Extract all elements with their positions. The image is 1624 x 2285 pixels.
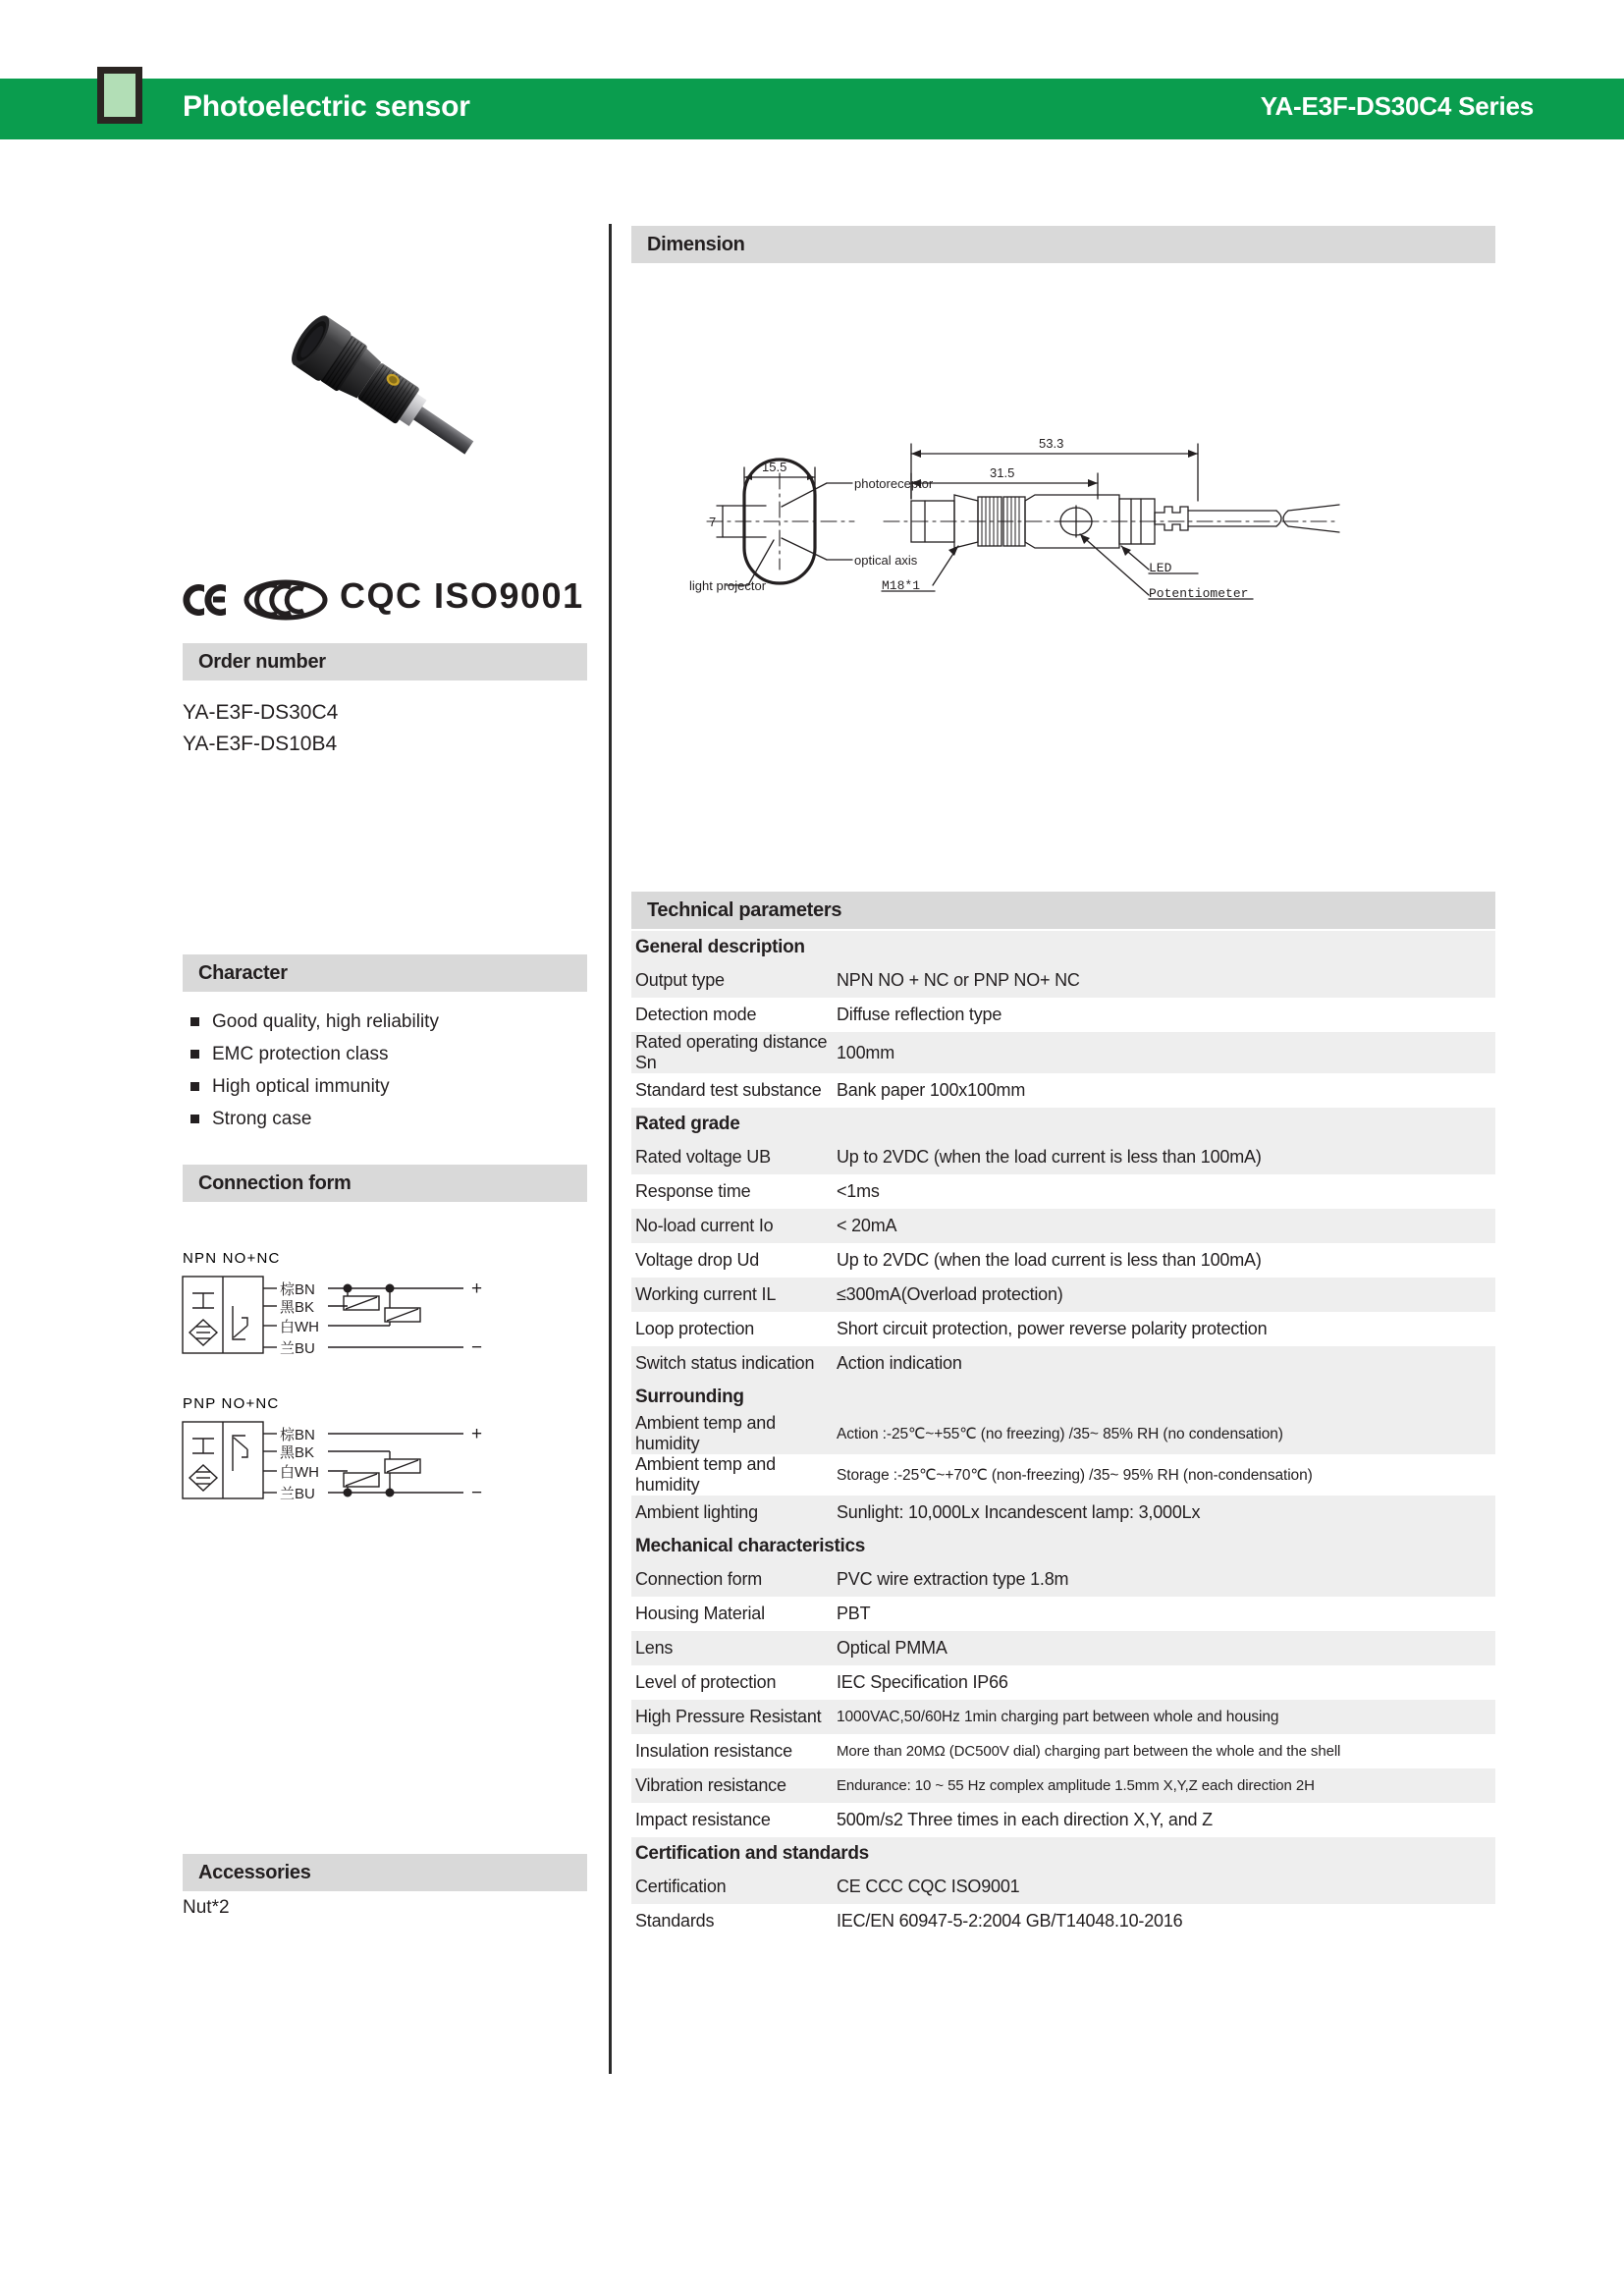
product-photo (250, 285, 496, 481)
table-row (631, 1413, 1495, 1454)
character-list (187, 1006, 439, 1135)
table-row-key: Ambient temp and humidity (635, 1413, 776, 1453)
table-row (631, 998, 1495, 1032)
table-row-value: ≤300mA(Overload protection) (837, 1284, 1063, 1304)
ccc-mark-icon (246, 582, 325, 618)
technical-parameters-table (631, 931, 1495, 1938)
table-row (631, 1140, 1495, 1174)
wire-label-wh: 白WH (280, 1464, 319, 1481)
table-row-value: 500m/s2 Three times in each direction X,Y, and Z (837, 1810, 1213, 1829)
dimension-drawing (687, 422, 1355, 678)
table-row (631, 1073, 1495, 1108)
wire-label-bu: 兰BU (280, 1340, 315, 1357)
table-row (631, 1665, 1495, 1700)
table-section-header (631, 1530, 1495, 1562)
table-row-key: Impact resistance (635, 1810, 771, 1829)
table-row (631, 1631, 1495, 1665)
label-light-projector: light projector (689, 578, 767, 593)
table-row-key: Standards (635, 1911, 715, 1931)
table-row-value: Endurance: 10 ~ 55 Hz complex amplitude 1.5mm X,Y,Z each direction 2H (837, 1777, 1315, 1794)
table-row-key: Detection mode (635, 1005, 757, 1024)
accessories-text: Nut*2 (183, 1897, 230, 1918)
table-row-key: No-load current Io (635, 1216, 774, 1235)
table-row-key: Ambient lighting (635, 1502, 758, 1522)
table-row-value: PBT (837, 1604, 871, 1623)
table-row-key: Certification (635, 1877, 727, 1896)
npn-diagram-label: NPN NO+NC (183, 1250, 281, 1267)
list-item: Good quality, high reliability (187, 1006, 439, 1038)
table-row-key: Response time (635, 1181, 751, 1201)
dimension-title: Dimension (647, 233, 745, 255)
character-section-header (183, 954, 587, 992)
table-section-label: Certification and standards (635, 1842, 869, 1864)
accessories-section-header (183, 1854, 587, 1891)
list-item: YA-E3F-DS10B4 (183, 733, 338, 755)
table-row-value: Short circuit protection, power reverse polarity protection (837, 1319, 1268, 1338)
wire-label-bn: 棕BN (280, 1281, 315, 1298)
wire-label-bu: 兰BU (280, 1486, 315, 1502)
dim-length-total: 53.3 (1039, 436, 1064, 451)
green-square-logo-icon (97, 67, 142, 124)
character-title: Character (198, 961, 288, 984)
table-row-key: Working current IL (635, 1284, 777, 1304)
table-row-value: Action indication (837, 1353, 962, 1373)
table-row-value: Up to 2VDC (when the load current is less than 100mA) (837, 1250, 1262, 1270)
table-row-key: Connection form (635, 1569, 763, 1589)
table-section-label: Surrounding (635, 1386, 744, 1407)
table-row-value: CE CCC CQC ISO9001 (837, 1877, 1020, 1896)
table-row-value: PVC wire extraction type 1.8m (837, 1569, 1069, 1589)
connection-form-section-header (183, 1165, 587, 1202)
dim-face-offset: 7 (709, 515, 717, 529)
pnp-diagram-label: PNP NO+NC (183, 1395, 280, 1412)
table-row-value: Up to 2VDC (when the load current is less than 100mA) (837, 1147, 1262, 1167)
wire-label-bk: 黑BK (280, 1299, 315, 1316)
list-item: EMC protection class (187, 1038, 439, 1070)
table-row-key: Output type (635, 970, 725, 990)
table-row (631, 1597, 1495, 1631)
label-optical-axis: optical axis (854, 553, 918, 568)
order-number-title: Order number (198, 650, 326, 673)
table-row-key: Voltage drop Ud (635, 1250, 760, 1270)
table-row (631, 1174, 1495, 1209)
table-row (631, 1904, 1495, 1938)
dimension-section-header (631, 226, 1495, 263)
table-row-key: Switch status indication (635, 1353, 815, 1373)
table-row-key: Lens (635, 1638, 674, 1658)
table-row (631, 1454, 1495, 1496)
table-row-key: Vibration resistance (635, 1775, 786, 1795)
table-row-value: IEC/EN 60947-5-2:2004 GB/T14048.10-2016 (837, 1911, 1183, 1931)
table-row-key: Housing Material (635, 1604, 765, 1623)
rail-negative: − (471, 1483, 483, 1503)
table-row (631, 1700, 1495, 1734)
rail-positive: + (471, 1279, 483, 1299)
table-row-value: Sunlight: 10,000Lx Incandescent lamp: 3,000Lx (837, 1502, 1201, 1522)
list-item: High optical immunity (187, 1070, 439, 1103)
table-row-key: Ambient temp and humidity (635, 1454, 776, 1495)
label-thread: M18*1 (882, 578, 921, 593)
connection-form-title: Connection form (198, 1171, 352, 1194)
table-row (631, 1562, 1495, 1597)
table-row-key: High Pressure Resistant (635, 1707, 822, 1726)
column-divider (609, 224, 612, 2074)
npn-wiring-diagram (179, 1249, 503, 1387)
label-photoreceptor: photoreceptor (854, 476, 934, 491)
table-row-value: 1000VAC,50/60Hz 1min charging part between whole and housing (837, 1708, 1279, 1725)
pnp-wiring-diagram (179, 1394, 503, 1532)
table-row-value: Diffuse reflection type (837, 1005, 1002, 1024)
table-section-label: Mechanical characteristics (635, 1535, 866, 1556)
table-row-value: <1ms (837, 1181, 880, 1201)
table-row-key: Loop protection (635, 1319, 755, 1338)
ce-and-ccc-icons (183, 577, 330, 623)
accessories-title: Accessories (198, 1861, 311, 1883)
table-section-header (631, 1108, 1495, 1140)
table-row-value: Storage :-25℃~+70℃ (non-freezing) /35~ 95% RH (non-condensation) (837, 1466, 1313, 1484)
order-number-list (183, 697, 338, 760)
table-row-value: 100mm (837, 1042, 895, 1062)
series-title: YA-E3F-DS30C4 Series (1260, 91, 1534, 121)
certification-marks (183, 577, 595, 626)
table-row-value: NPN NO + NC or PNP NO+ NC (837, 970, 1080, 990)
technical-parameters-title: Technical parameters (647, 898, 842, 921)
technical-parameters-section-header (631, 892, 1495, 929)
table-row (631, 1870, 1495, 1904)
table-section-header (631, 1837, 1495, 1870)
table-row-value: Optical PMMA (837, 1638, 947, 1658)
table-row-value: < 20mA (837, 1216, 897, 1235)
table-row-key: Insulation resistance (635, 1741, 792, 1761)
list-item: YA-E3F-DS30C4 (183, 701, 339, 724)
table-row (631, 1768, 1495, 1803)
table-row-key: Level of protection (635, 1672, 777, 1692)
certification-text: CQC ISO9001 (340, 575, 584, 616)
table-section-header (631, 1381, 1495, 1413)
table-row (631, 1803, 1495, 1837)
table-row (631, 963, 1495, 998)
page-title: Photoelectric sensor (183, 90, 470, 123)
table-section-header (631, 931, 1495, 963)
table-section-label: General description (635, 936, 805, 957)
dim-length-thread: 31.5 (990, 465, 1015, 480)
wire-label-bk: 黑BK (280, 1444, 315, 1461)
table-row (631, 1312, 1495, 1346)
rail-positive: + (471, 1424, 483, 1444)
rail-negative: − (471, 1337, 483, 1358)
table-row-key: Rated operating distance Sn (635, 1032, 828, 1072)
table-row (631, 1032, 1495, 1073)
wire-label-bn: 棕BN (280, 1427, 315, 1443)
dim-face-width: 15.5 (762, 460, 787, 474)
table-row (631, 1734, 1495, 1768)
table-row (631, 1496, 1495, 1530)
label-potentiometer: Potentiometer (1149, 586, 1249, 601)
table-row-key: Standard test substance (635, 1080, 822, 1100)
order-number-section-header (183, 643, 587, 680)
ce-mark-icon (183, 584, 226, 616)
table-row (631, 1243, 1495, 1278)
table-row-key: Rated voltage UB (635, 1147, 771, 1167)
table-row (631, 1346, 1495, 1381)
list-item: Strong case (187, 1103, 439, 1135)
table-row-value: Action :-25℃~+55℃ (no freezing) /35~ 85% RH (no condensation) (837, 1425, 1283, 1442)
table-row-value: IEC Specification IP66 (837, 1672, 1008, 1692)
table-row-value: Bank paper 100x100mm (837, 1080, 1026, 1100)
label-led: LED (1149, 561, 1172, 575)
table-row (631, 1278, 1495, 1312)
table-section-label: Rated grade (635, 1113, 740, 1134)
wire-label-wh: 白WH (280, 1319, 319, 1335)
table-row (631, 1209, 1495, 1243)
table-row-value: More than 20MΩ (DC500V dial) charging part between the whole and the shell (837, 1743, 1341, 1760)
